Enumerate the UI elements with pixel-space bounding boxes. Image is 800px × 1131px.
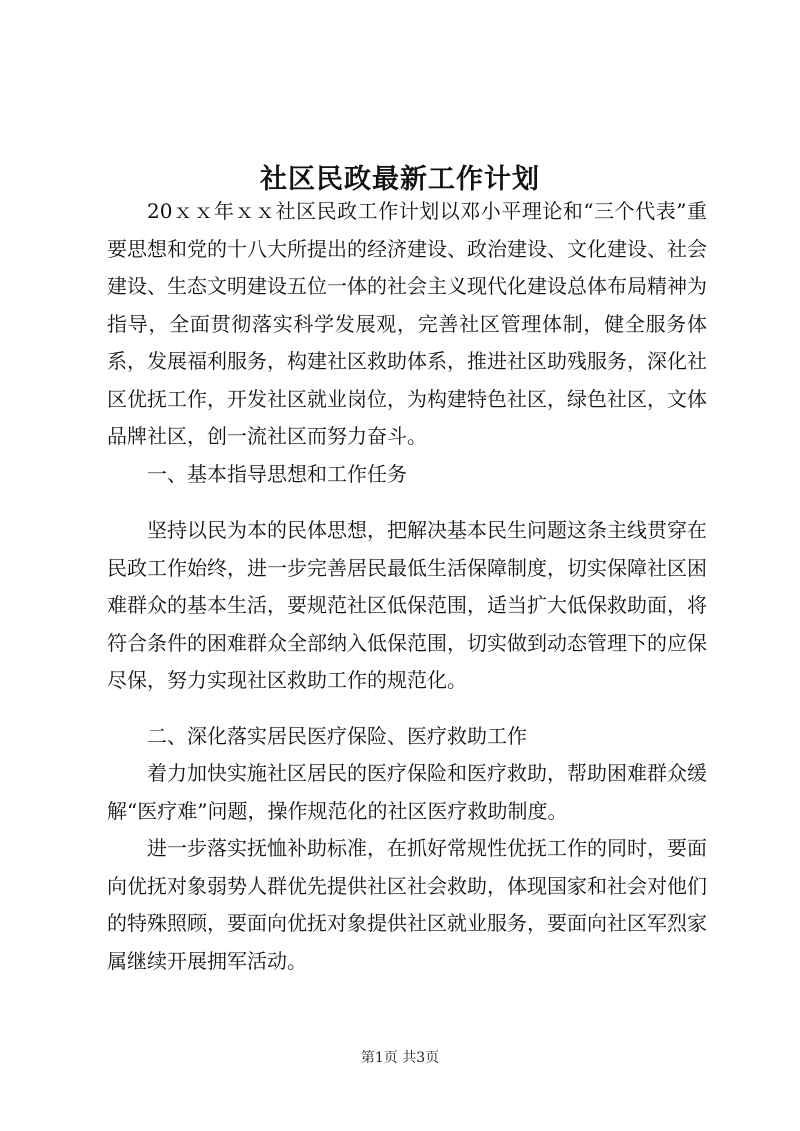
section-heading-1: 一、基本指导思想和工作任务 [147, 462, 407, 486]
section-heading-2: 二、深化落实居民医疗保险、医疗救助工作 [147, 724, 527, 748]
section-2-paragraph-continued: 进一步落实抚恤补助标准，在抓好常规性优抚工作的同时，要面向优抚对象弱势人群优先提供社区社会救助，体现国家和社会对他们的特殊照顾，要面向优抚对象提供社区就业服务，要面向社区军烈家属继续开展拥军活动。 [107, 836, 707, 973]
intro-paragraph: 20ｘｘ年ｘｘ社区民政工作计划以邓小平理论和“三个代表”重要思想和党的十八大所提出的经济建设、政治建设、文化建设、社会建设、生态文明建设五位一体的社会主义现代化建设总体布局精神为指导，全面贯彻落实科学发展观，完善社区管理体制，健全服务体系，发展福利服务，构建社区救助体系，推进社区助残服务，深化社区优抚工作，开发社区就业岗位，为构建特色社区，绿色社区，文体品牌社区，创一流社区而努力奋斗。 [107, 199, 707, 448]
page-number-footer: 第1页 共3页 [360, 1050, 440, 1066]
section-1-paragraph: 坚持以民为本的民体思想，把解决基本民生问题这条主线贯穿在民政工作始终，进一步完善居民最低生活保障制度，切实保障社区困难群众的基本生活，要规范社区低保范围，适当扩大低保救助面，将符合条件的困难群众全部纳入低保范围，切实做到动态管理下的应保尽保，努力实现社区救助工作的规范化。 [107, 518, 707, 692]
section-2-paragraph: 着力加快实施社区居民的医疗保险和医疗救助，帮助困难群众缓解“医疗难”问题，操作规范化的社区医疗救助制度。 [107, 761, 707, 823]
document-title: 社区民政最新工作计划 [260, 164, 540, 196]
